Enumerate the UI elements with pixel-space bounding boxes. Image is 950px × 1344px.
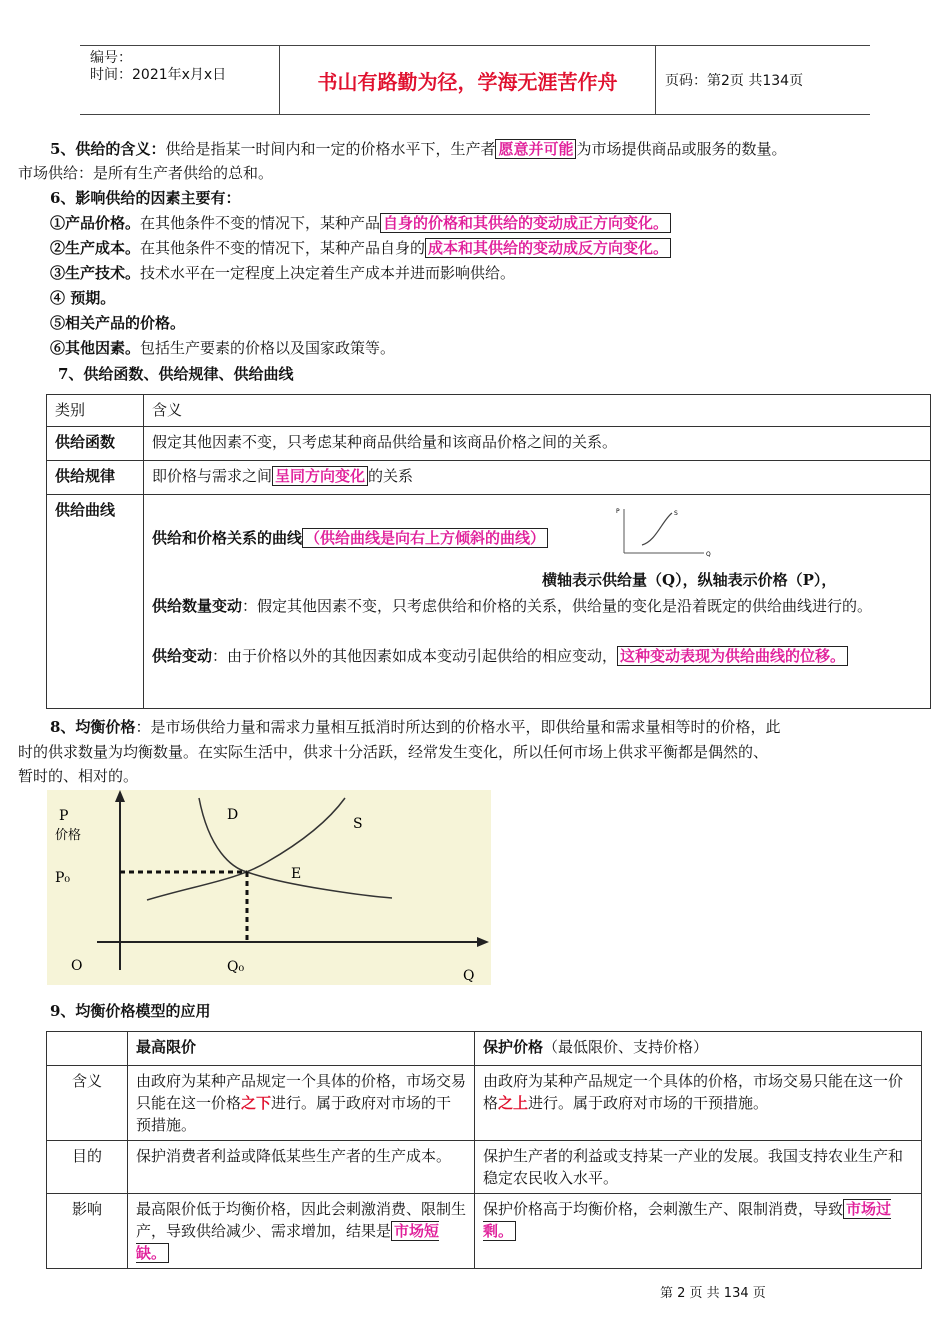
section-8-line2: 时的供求数量为均衡数量。在实际生活中，供求十分活跃，经常发生变化，所以任何市场上供求平衡都是偶然的、 bbox=[18, 743, 769, 761]
table-cell-highlight: 市场过剩。 bbox=[483, 1200, 892, 1240]
factor-item bbox=[50, 337, 395, 359]
factor-label: ⑤相关产品的价格。 bbox=[50, 314, 186, 332]
factor-item bbox=[50, 287, 115, 309]
table-cell: 假定其他因素不变，只考虑某种商品供给量和该商品价格之间的关系。 bbox=[144, 427, 931, 461]
section-5-text: 供给是指某一时间内和一定的价格水平下，生产者 bbox=[165, 140, 496, 158]
mini-supply-curve bbox=[642, 513, 672, 545]
table-header-cell: 最高限价 bbox=[128, 1032, 475, 1066]
supply-curve-highlight: （供给曲线是向右上方倾斜的曲线） bbox=[302, 528, 548, 548]
factor-label: ①产品价格。 bbox=[50, 214, 141, 232]
table-cell-highlight: 市场短缺。 bbox=[136, 1222, 440, 1262]
price-axis-label: 价格 bbox=[55, 828, 82, 843]
equilibrium-label: E bbox=[291, 866, 302, 882]
mini-supply-chart bbox=[604, 501, 714, 571]
q0-label: Q₀ bbox=[227, 959, 245, 975]
section-6-title: 6、影响供给的因素主要有： bbox=[50, 189, 241, 207]
mini-chart-s-label: S bbox=[674, 510, 678, 517]
mini-chart-p-label: P bbox=[616, 508, 620, 515]
section-5-highlight: 愿意并可能 bbox=[495, 139, 576, 159]
section-8-title: 8、均衡价格 bbox=[50, 718, 136, 736]
origin-label: O bbox=[71, 958, 83, 974]
demand-label: D bbox=[227, 807, 239, 823]
section-8-line1 bbox=[50, 716, 780, 738]
header-page-info: 页码：第2页 共134页 bbox=[665, 73, 804, 89]
table-header-cell: 类别 bbox=[47, 395, 144, 427]
table-row-label: 供给函数 bbox=[47, 427, 144, 461]
table-row-label: 含义 bbox=[47, 1066, 128, 1141]
table-cell-text: 的关系 bbox=[368, 467, 414, 485]
factor-label: ④ 预期。 bbox=[50, 289, 116, 307]
section-5-title: 5、供给的含义： bbox=[50, 140, 166, 158]
factor-label: ②生产成本。 bbox=[50, 239, 141, 257]
table-cell-highlight: 呈同方向变化 bbox=[272, 466, 368, 486]
factor-highlight: 成本和其供给的变动成反方向变化。 bbox=[425, 238, 671, 258]
page-header bbox=[80, 45, 870, 115]
factor-item bbox=[50, 237, 671, 259]
factor-text: 技术水平在一定程度上决定着生产成本并进而影响供给。 bbox=[140, 264, 516, 282]
table-cell-text: 进行。属于政府对市场的干预措施。 bbox=[136, 1094, 452, 1134]
factor-item bbox=[50, 212, 671, 234]
axis-description: 横轴表示供给量（Q），纵轴表示价格（P）， bbox=[542, 571, 837, 589]
supply-change-text: ：由于价格以外的其他因素如成本变动引起供给的相应变动， bbox=[212, 647, 618, 665]
table-cell-text: 保护价格高于均衡价格，会刺激生产、限制消费，导致 bbox=[483, 1200, 844, 1218]
table-cell bbox=[475, 1194, 922, 1269]
header-meta bbox=[80, 46, 280, 114]
table-header-cell bbox=[475, 1032, 922, 1066]
p0-label: P₀ bbox=[55, 870, 71, 886]
table-cell bbox=[128, 1194, 475, 1269]
table-cell: 保护消费者利益或降低某些生产者的生产成本。 bbox=[128, 1141, 475, 1194]
table-cell-text: 即价格与需求之间 bbox=[152, 467, 273, 485]
supply-curve-cell bbox=[144, 495, 931, 709]
factor-label: ⑥其他因素。 bbox=[50, 339, 141, 357]
section-7-title: 7、供给函数、供给规律、供给曲线 bbox=[58, 365, 294, 383]
supply-change-desc bbox=[152, 644, 922, 668]
section-8-text: ：是市场供给力量和需求力量相互抵消时所达到的价格水平，即供给量和需求量相等时的价格，此 bbox=[135, 718, 781, 736]
section-5-line2: 市场供给：是所有生产者供给的总和。 bbox=[18, 164, 274, 182]
table-cell-text: 进行。属于政府对市场的干预措施。 bbox=[528, 1094, 769, 1112]
table-cell-text: 由政府为某种产品规定一个具体的价格，市场交易只能在这一价格 bbox=[483, 1072, 904, 1112]
factor-text: 包括生产要素的价格以及国家政策等。 bbox=[140, 339, 396, 357]
factor-highlight: 自身的价格和其供给的变动成正方向变化。 bbox=[380, 213, 671, 233]
quantity-change-label: 供给数量变动 bbox=[152, 597, 243, 615]
table-row-label: 影响 bbox=[47, 1194, 128, 1269]
factor-text: 在其他条件不变的情况下，某种产品 bbox=[140, 214, 381, 232]
equilibrium-graph bbox=[47, 790, 491, 985]
protect-price-header-note: （最低限价、支持价格） bbox=[543, 1038, 709, 1056]
price-policy-table bbox=[46, 1031, 922, 1269]
table-cell-red: 之上 bbox=[498, 1094, 529, 1112]
supply-change-label: 供给变动 bbox=[152, 647, 213, 665]
q-axis-label: Q bbox=[463, 968, 475, 984]
number-label: 编号： bbox=[90, 50, 132, 66]
factor-text: 在其他条件不变的情况下，某种产品自身的 bbox=[140, 239, 426, 257]
table-row-label: 目的 bbox=[47, 1141, 128, 1194]
table-cell: 保护生产者的利益或支持某一产业的发展。我国支持农业生产和稳定农民收入水平。 bbox=[475, 1141, 922, 1194]
table-header-cell: 含义 bbox=[144, 395, 931, 427]
page-footer: 第 2 页 共 134 页 bbox=[660, 1286, 766, 1301]
table-row-label: 供给规律 bbox=[47, 461, 144, 495]
table-cell bbox=[128, 1066, 475, 1141]
time-label: 时间：2021年x月x日 bbox=[90, 67, 227, 83]
graph-background bbox=[47, 790, 491, 985]
table-cell-text: 最高限价低于均衡价格，因此会刺激消费、限制生产，导致供给减少、需求增加，结果是 bbox=[136, 1200, 467, 1240]
header-motto: 书山有路勤为径，学海无涯苦作舟 bbox=[280, 46, 656, 114]
table-row-label: 供给曲线 bbox=[47, 495, 144, 709]
supply-label: S bbox=[353, 816, 363, 832]
quantity-change-desc bbox=[152, 595, 922, 618]
protect-price-header: 保护价格 bbox=[483, 1038, 544, 1056]
table-header-cell bbox=[47, 1032, 128, 1066]
mini-chart-q-label: Q bbox=[706, 551, 711, 558]
table-cell bbox=[144, 461, 931, 495]
factor-item bbox=[50, 312, 185, 334]
supply-curve-desc bbox=[152, 527, 548, 549]
table-cell-text: 由政府为某种产品规定一个具体的价格，市场交易只能在这一价格 bbox=[136, 1072, 467, 1112]
factor-item bbox=[50, 262, 515, 284]
supply-curve-text: 供给和价格关系的曲线 bbox=[152, 529, 303, 547]
table-cell bbox=[475, 1066, 922, 1141]
section-5-line1 bbox=[50, 138, 787, 160]
table-cell-red: 之下 bbox=[241, 1094, 272, 1112]
section-9-title: 9、均衡价格模型的应用 bbox=[50, 1002, 211, 1020]
quantity-change-text: ：假定其他因素不变，只考虑供给和价格的关系，供给量的变化是沿着既定的供给曲线进行的。 bbox=[242, 597, 873, 615]
section-8-line3: 暂时的、相对的。 bbox=[18, 767, 139, 785]
section-5-text2: 为市场提供商品或服务的数量。 bbox=[576, 140, 787, 158]
factor-label: ③生产技术。 bbox=[50, 264, 141, 282]
p-axis-label: P bbox=[59, 808, 69, 824]
supply-table bbox=[46, 394, 931, 709]
supply-change-highlight: 这种变动表现为供给曲线的位移。 bbox=[617, 646, 848, 666]
